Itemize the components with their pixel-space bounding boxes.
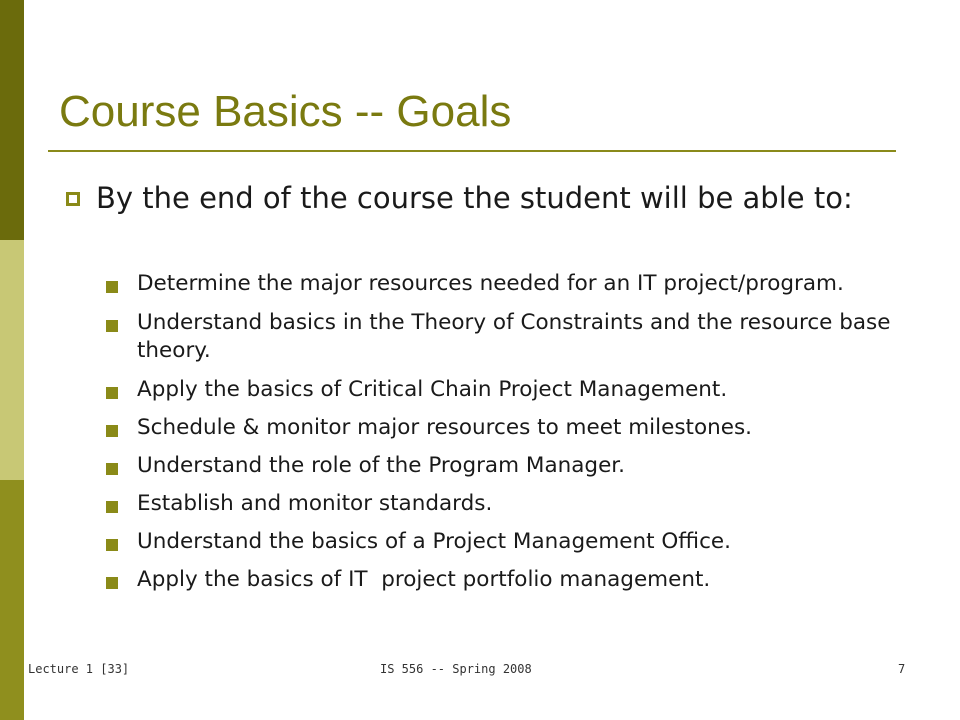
square-bullet-icon xyxy=(106,539,118,551)
footer-lecture-label: Lecture 1 [33] xyxy=(28,662,130,676)
main-bullet-text: By the end of the course the student will be able to: xyxy=(96,181,853,215)
main-bullet xyxy=(66,178,886,219)
list-item-text: Schedule & monitor major resources to meet milestones. xyxy=(137,415,753,440)
hollow-square-bullet-icon xyxy=(66,192,80,206)
footer-course-label: IS 556 -- Spring 2008 xyxy=(380,662,532,676)
square-bullet-icon xyxy=(106,281,118,293)
accent-bar-segment-bottom xyxy=(0,480,24,720)
square-bullet-icon xyxy=(106,577,118,589)
list-item xyxy=(106,376,926,404)
list-item xyxy=(106,452,926,480)
footer-page-number: 7 xyxy=(898,662,906,676)
list-item-text: Understand the role of the Program Manager. xyxy=(137,453,625,478)
list-item xyxy=(106,490,926,518)
square-bullet-icon xyxy=(106,463,118,475)
accent-bar-segment-middle xyxy=(0,240,24,480)
list-item xyxy=(106,566,926,594)
list-item xyxy=(106,270,926,298)
list-item-text: Determine the major resources needed for an IT project/program. xyxy=(137,271,844,296)
list-item-text: Understand the basics of a Project Management Office. xyxy=(137,529,731,554)
list-item xyxy=(106,528,926,556)
goals-list xyxy=(106,270,926,604)
slide-title: Course Basics -- Goals xyxy=(59,87,512,136)
square-bullet-icon xyxy=(106,387,118,399)
square-bullet-icon xyxy=(106,501,118,513)
list-item xyxy=(106,414,926,442)
accent-bar-segment-top xyxy=(0,0,24,240)
list-item-text: Apply the basics of Critical Chain Project Management. xyxy=(137,377,728,402)
list-item-text: Apply the basics of IT project portfolio management. xyxy=(137,567,711,592)
list-item-text: Establish and monitor standards. xyxy=(137,491,493,516)
list-item-text: Understand basics in the Theory of Constraints and the resource base theory. xyxy=(137,310,891,363)
square-bullet-icon xyxy=(106,320,118,332)
list-item xyxy=(106,309,926,365)
left-accent-bar xyxy=(0,0,24,720)
square-bullet-icon xyxy=(106,425,118,437)
title-divider xyxy=(48,150,896,152)
